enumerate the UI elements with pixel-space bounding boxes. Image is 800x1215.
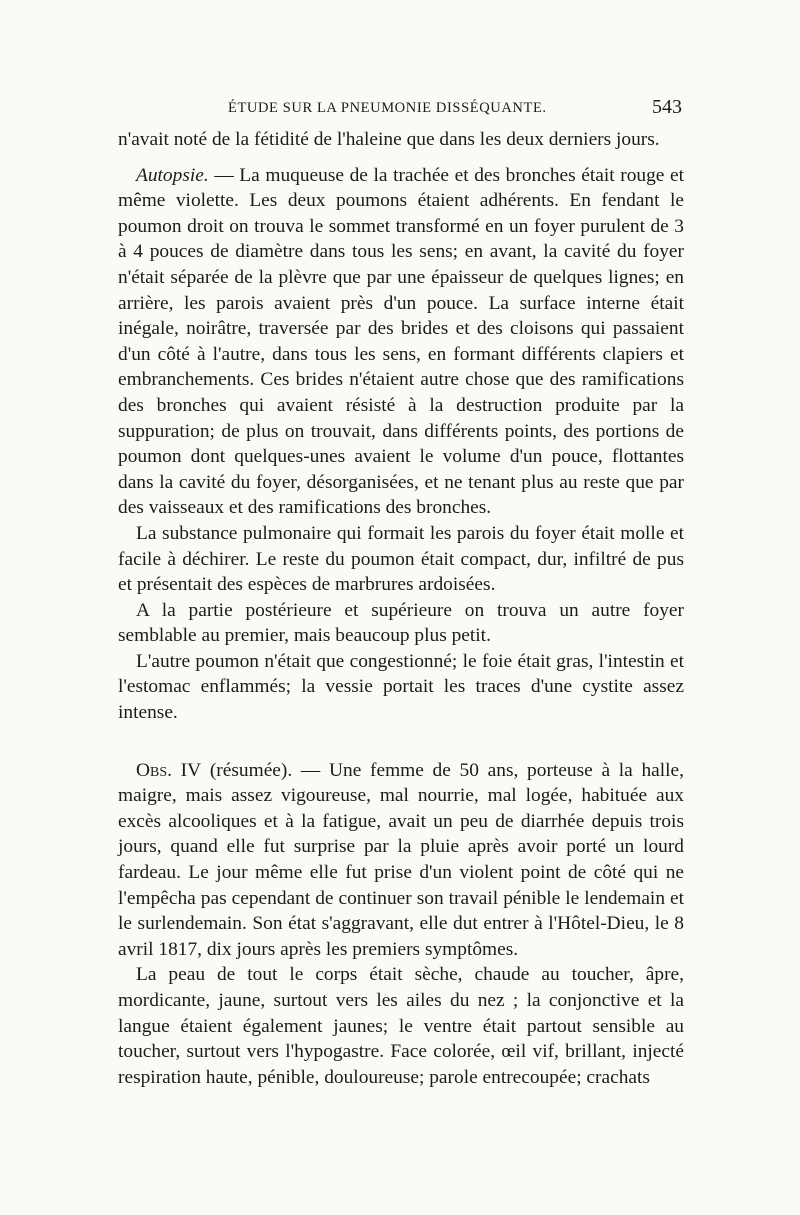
observation-label: Obs. IV	[136, 759, 202, 781]
body-text	[118, 127, 684, 1090]
paragraph-observation-iv	[118, 758, 684, 963]
paragraph-substance: La substance pulmonaire qui formait les parois du foyer était molle et facile à déchirer. Le reste du poumon était compact, dur, infiltré de pus et présentait des espèces de marbrures ardoisées.	[118, 522, 684, 596]
paragraph-skin: La peau de tout le corps était sèche, chaude au toucher, âpre, mordicante, jaune, surtout vers les ailes du nez ; la conjonctive et la langue étaient également jaunes; le ventre était partout sensible au toucher, surtout vers l'hypogastre. Face colorée, œil vif, brillant, injecté respiration haute, pénible, douloureuse; parole entrecoupée; crachats	[118, 964, 684, 1088]
paragraph-autopsie	[118, 163, 684, 521]
observation-text: (résumée). — Une femme de 50 ans, porteuse à la halle, maigre, mais assez vigoureuse, mal nourrie, mal logée, habituée aux excès alcooliques et à la fatigue, avait un peu de diarrhée depuis trois jours, quand elle fut surprise par la pluie après avoir porté un lourd fardeau. Le jour même elle fut prise d'un violent point de côté qui ne l'empêcha pas cependant de continuer son travail pénible le lendemain et le surlendemain. Son état s'aggravant, elle dut entrer à l'Hôtel-Dieu, le 8 avril 1817, dix jours après les premiers symptômes.	[118, 759, 684, 960]
autopsie-heading: Autopsie.	[136, 164, 209, 186]
paragraph-continuation: n'avait noté de la fétidité de l'haleine que dans les deux derniers jours.	[118, 129, 660, 150]
paragraph-other-lung: L'autre poumon n'était que congestionné; le foie était gras, l'intestin et l'estomac enflammés; la vessie portait les traces d'une cystite assez intense.	[118, 650, 684, 724]
page-number: 543	[652, 96, 682, 118]
paragraph-posterior: A la partie postérieure et supérieure on trouva un autre foyer semblable au premier, mais beaucoup plus petit.	[118, 599, 684, 647]
autopsie-text: — La muqueuse de la trachée et des bronches était rouge et même violette. Les deux poumons étaient adhérents. En fendant le poumon droit on trouva le sommet transformé en un foyer purulent de 3 à 4 pouces de diamètre dans tous les sens; en avant, la cavité du foyer n'était séparée de la plèvre que par une épaisseur de quelques lignes; en arrière, les parois avaient près d'un pouce. La surface interne était inégale, noirâtre, traversée par des brides et des cloisons qui passaient d'un côté à l'autre, dans tous les sens, en formant différents clapiers et embranchements. Ces brides n'étaient autre chose que des ramifications des bronches qui avaient résisté à la destruction produite par la suppuration; de plus on trouvait, dans différents points, des portions de poumon dont quelques-unes avaient le volume d'un pouce, flottantes dans la cavité du foyer, désorganisées, et ne tenant plus au reste que par des vaisseaux et des ramifications des bronches.	[118, 164, 684, 519]
running-head	[118, 96, 682, 124]
running-title: ÉTUDE SUR LA PNEUMONIE DISSÉQUANTE.	[228, 100, 547, 116]
